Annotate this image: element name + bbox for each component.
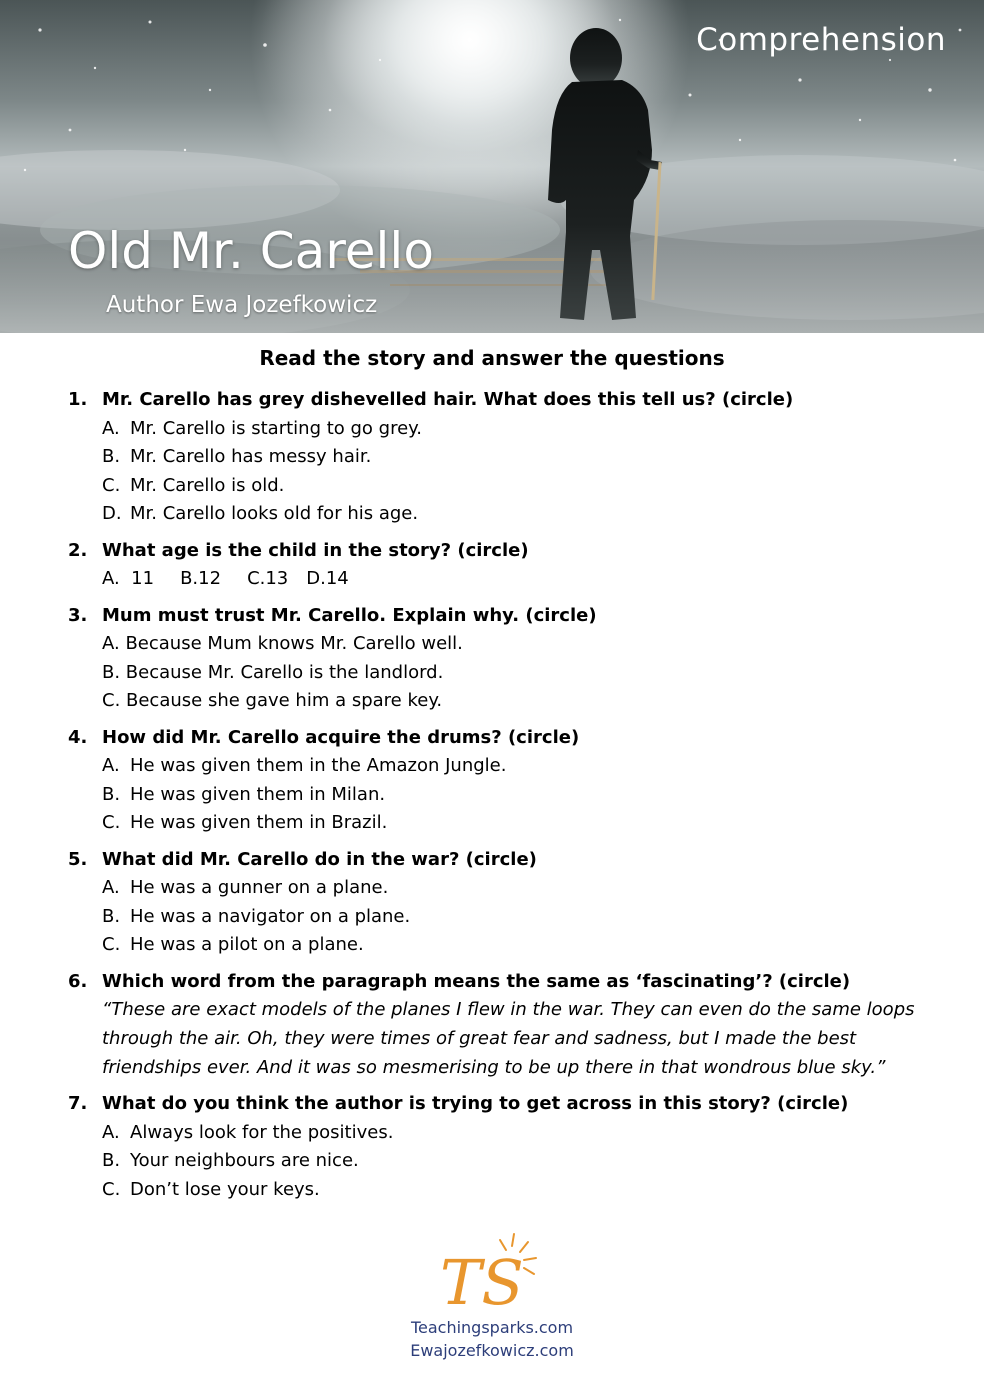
instruction-heading: Read the story and answer the questions — [259, 346, 725, 370]
question-4 — [68, 724, 918, 838]
answer-option-c[interactable]: C. Don’t lose your keys. — [102, 1178, 320, 1200]
question-number: 1. — [68, 389, 88, 410]
question-number: 6. — [68, 970, 88, 992]
teachingsparks-logo — [436, 1232, 546, 1312]
question-number: 7. — [68, 1093, 88, 1115]
question-text: Mum must trust Mr. Carello. Explain why. (circle) — [102, 604, 597, 626]
question-number: 4. — [68, 726, 88, 748]
ewajozefkowicz-link[interactable]: Ewajozefkowicz.com — [410, 1341, 574, 1360]
question-list — [68, 386, 918, 1212]
answer-option-b[interactable]: B. Because Mr. Carello is the landlord. — [102, 661, 444, 683]
question-number: 3. — [68, 604, 88, 626]
question-5 — [68, 846, 918, 960]
answer-option-a[interactable]: A. He was given them in the Amazon Jungle. — [102, 755, 507, 776]
answer-option-b[interactable]: B. He was given them in Milan. — [102, 783, 386, 805]
answer-option-a[interactable]: A. Always look for the positives. — [102, 1121, 394, 1143]
teachingsparks-link[interactable]: Teachingsparks.com — [410, 1318, 574, 1337]
story-title: Old Mr. Carello — [68, 222, 434, 280]
question-text: Which word from the paragraph means the same as ‘fascinating’? (circle) — [102, 970, 851, 992]
question-number: 5. — [68, 848, 88, 870]
author-line: Author Ewa Jozefkowicz — [106, 292, 378, 318]
answer-option-a[interactable]: A. 11 — [102, 568, 155, 589]
answer-option-d[interactable]: D. Mr. Carello looks old for his age. — [102, 503, 419, 524]
answer-option-c[interactable]: C. Mr. Carello is old. — [102, 474, 285, 496]
answer-option-b[interactable]: B.12 — [180, 568, 222, 589]
answer-option-a[interactable]: A. He was a gunner on a plane. — [102, 877, 389, 898]
question-text: What do you think the author is trying to get across in this story? (circle) — [102, 1093, 849, 1115]
question-3 — [68, 602, 918, 716]
answer-option-c[interactable]: C. He was a pilot on a plane. — [102, 934, 364, 955]
answer-option-b[interactable]: B. He was a navigator on a plane. — [102, 905, 411, 927]
question-1 — [68, 386, 918, 529]
answer-option-b[interactable]: B. Mr. Carello has messy hair. — [102, 446, 372, 467]
story-quote[interactable]: “These are exact models of the planes I flew in the war. They can even do the same loops through the air. Oh, they were times of great fear and sadness, but I made the best friendships ever. And it was so mesmerising to be up there in that wondrous blue sky.” — [102, 999, 915, 1078]
question-number: 2. — [68, 539, 88, 561]
answer-option-c[interactable]: C.13 — [247, 568, 289, 589]
category-tag: Comprehension — [696, 22, 946, 58]
question-6 — [68, 968, 918, 1083]
answer-option-c[interactable]: C. He was given them in Brazil. — [102, 812, 388, 833]
answer-option-c[interactable]: C. Because she gave him a spare key. — [102, 690, 443, 711]
question-text: What age is the child in the story? (circle) — [102, 539, 529, 561]
question-7 — [68, 1090, 918, 1204]
answer-option-a[interactable]: A. Mr. Carello is starting to go grey. — [102, 417, 422, 439]
answer-option-a[interactable]: A. Because Mum knows Mr. Carello well. — [102, 633, 463, 654]
question-2 — [68, 537, 918, 594]
question-text: How did Mr. Carello acquire the drums? (circle) — [102, 726, 580, 748]
question-text: What did Mr. Carello do in the war? (circle) — [102, 848, 537, 870]
answer-option-b[interactable]: B. Your neighbours are nice. — [102, 1150, 359, 1172]
answer-option-d[interactable]: D.14 — [306, 568, 349, 589]
question-text: Mr. Carello has grey dishevelled hair. What does this tell us? (circle) — [102, 389, 794, 410]
svg-text:TS: TS — [440, 1246, 524, 1312]
header-banner — [0, 0, 984, 333]
